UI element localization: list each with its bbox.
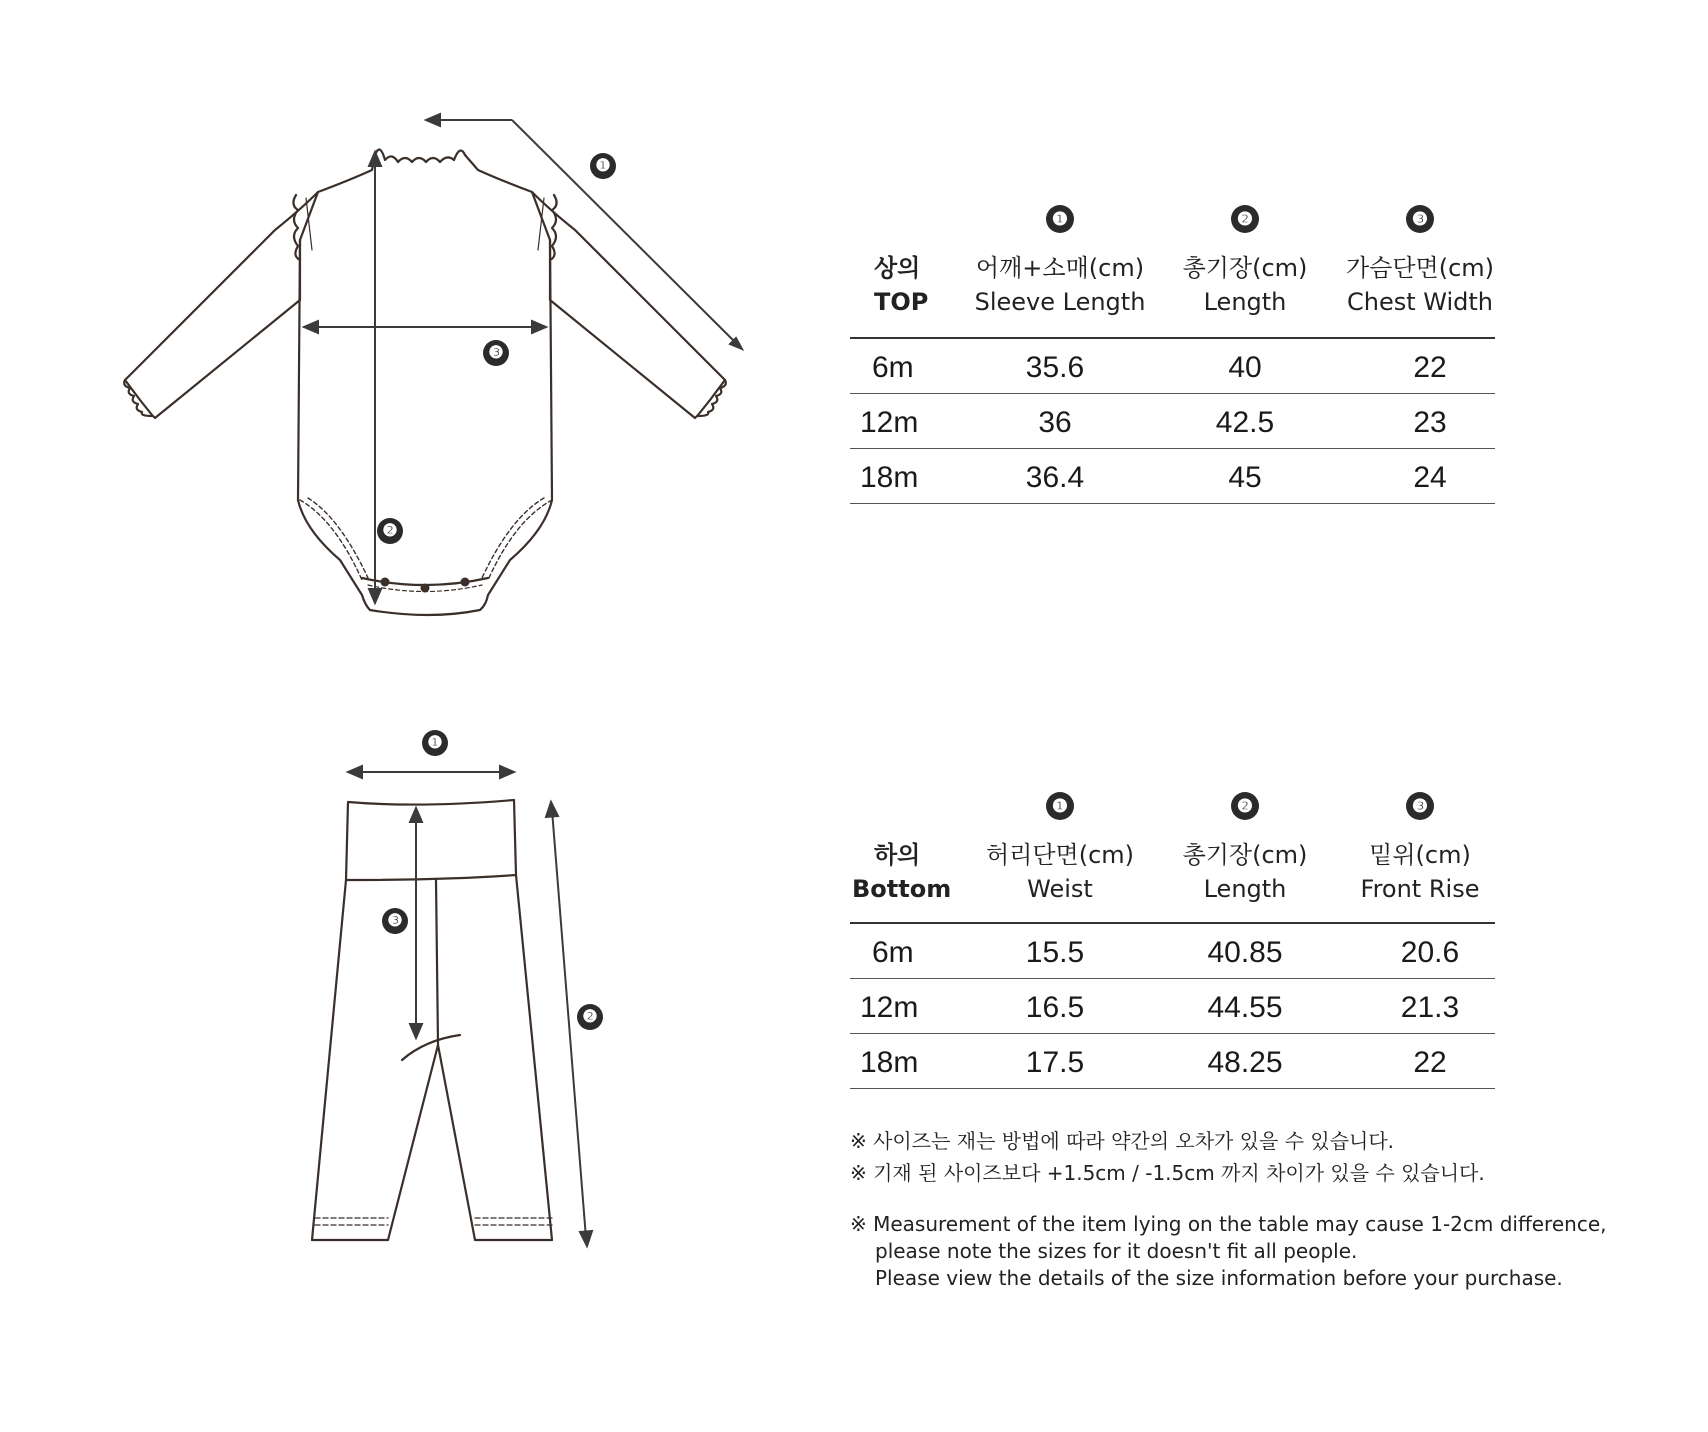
leggings-illustration: [290, 740, 630, 1260]
table-row: [850, 979, 1495, 1034]
value-cell: 17.5: [1025, 1046, 1085, 1079]
value-cell: 36.4: [1025, 461, 1085, 494]
value-cell: 22: [1413, 1046, 1447, 1079]
leggings-outline: [312, 875, 552, 1240]
top-col-en-2: Length: [1203, 288, 1287, 316]
top-table-header: [850, 205, 1495, 337]
size-label: 6m: [872, 936, 914, 969]
bottom-col-waist: [955, 792, 1165, 906]
value-cell: 40.85: [1207, 936, 1283, 969]
top-col-badge-3: ❸: [1406, 205, 1434, 233]
bodysuit-illustration: [100, 100, 800, 660]
note-en-3: Please view the details of the size information before your purchase.: [875, 1266, 1563, 1290]
bottom-category-ko: 하의: [874, 841, 921, 869]
top-illus-badge-2: ❷: [377, 518, 403, 544]
value-cell: 40: [1228, 351, 1262, 384]
top-illus-badge-1: ❶: [590, 153, 616, 179]
waistband: [346, 800, 516, 880]
top-col-en-3: Chest Width: [1346, 288, 1493, 316]
top-category-label: [874, 251, 928, 319]
top-col-sleeve: [955, 205, 1165, 319]
value-cell: 48.25: [1207, 1046, 1283, 1079]
bottom-size-table: [850, 792, 1495, 1089]
value-cell: 20.6: [1400, 936, 1460, 969]
bottom-col-en-1: Weist: [1027, 875, 1093, 903]
top-category-en: TOP: [874, 288, 929, 316]
value-cell: 44.55: [1207, 991, 1283, 1024]
top-size-table: [850, 205, 1495, 504]
bottom-col-ko-3: 밑위(cm): [1369, 841, 1471, 869]
bottom-col-badge-1: ❶: [1046, 792, 1074, 820]
size-label: 18m: [860, 461, 919, 494]
bottom-illus-badge-3: ❸: [382, 908, 408, 934]
value-cell: 23: [1413, 406, 1447, 439]
table-row: [850, 339, 1495, 394]
table-row: [850, 449, 1495, 504]
bodysuit-outline: [298, 155, 552, 615]
value-cell: 35.6: [1025, 351, 1085, 384]
value-cell: 36: [1038, 406, 1072, 439]
value-cell: 15.5: [1025, 936, 1085, 969]
size-label: 6m: [872, 351, 914, 384]
value-cell: 22: [1413, 351, 1447, 384]
neck-ruffle: [375, 150, 465, 162]
bottom-col-en-2: Length: [1203, 875, 1287, 903]
note-ko-2: ※ 기재 된 사이즈보다 +1.5cm / -1.5cm 까지 차이가 있을 수 있습니다.: [850, 1161, 1485, 1185]
bottom-col-badge-3: ❸: [1406, 792, 1434, 820]
right-sleeve: [532, 192, 725, 418]
top-category-ko: 상의: [874, 254, 921, 282]
bottom-illus-badge-2: ❷: [577, 1004, 603, 1030]
top-col-chest: [1330, 205, 1510, 319]
table-row: [850, 1034, 1495, 1089]
size-label: 12m: [860, 406, 919, 439]
value-cell: 45: [1228, 461, 1262, 494]
top-illus-badge-3: ❸: [483, 340, 509, 366]
note-en-1: ※ Measurement of the item lying on the table may cause 1-2cm difference,: [850, 1212, 1607, 1236]
value-cell: 16.5: [1025, 991, 1085, 1024]
bottom-category-en: Bottom: [852, 875, 952, 903]
top-col-ko-2: 총기장(cm): [1182, 254, 1308, 282]
top-col-badge-2: ❷: [1231, 205, 1259, 233]
top-col-ko-3: 가슴단면(cm): [1345, 254, 1495, 282]
top-col-badge-1: ❶: [1046, 205, 1074, 233]
top-col-length: [1160, 205, 1330, 319]
bottom-category-label: [852, 838, 951, 906]
size-label: 18m: [860, 1046, 919, 1079]
size-notes: [850, 1125, 1670, 1292]
size-label: 12m: [860, 991, 919, 1024]
value-cell: 24: [1413, 461, 1447, 494]
bottom-table-header: [850, 792, 1495, 922]
top-col-en-1: Sleeve Length: [974, 288, 1146, 316]
bottom-col-ko-2: 총기장(cm): [1182, 841, 1308, 869]
top-col-ko-1: 어깨+소매(cm): [975, 254, 1145, 282]
note-ko-1: ※ 사이즈는 재는 방법에 따라 약간의 오차가 있을 수 있습니다.: [850, 1129, 1395, 1153]
note-en-2: please note the sizes for it doesn't fit all people.: [875, 1239, 1358, 1263]
bottom-col-en-3: Front Rise: [1360, 875, 1480, 903]
table-row: [850, 924, 1495, 979]
bottom-col-badge-2: ❷: [1231, 792, 1259, 820]
bottom-illus-badge-1: ❶: [422, 730, 448, 756]
value-cell: 21.3: [1400, 991, 1460, 1024]
bottom-col-length: [1160, 792, 1330, 906]
bottom-col-ko-1: 허리단면(cm): [985, 841, 1135, 869]
left-sleeve: [125, 192, 318, 418]
table-row: [850, 394, 1495, 449]
value-cell: 42.5: [1215, 406, 1275, 439]
bottom-col-rise: [1330, 792, 1510, 906]
